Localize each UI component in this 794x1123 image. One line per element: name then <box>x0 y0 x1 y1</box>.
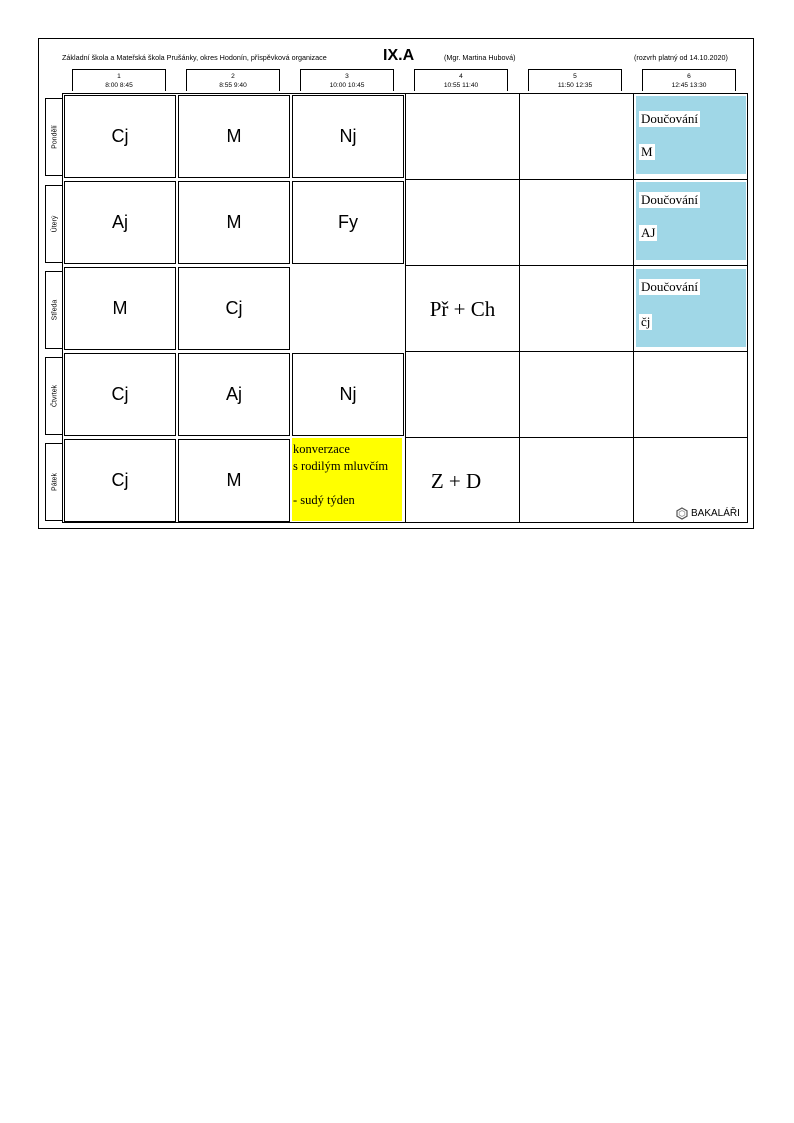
lesson-cell[interactable]: M <box>178 181 290 264</box>
tutoring-cell-monday[interactable] <box>636 96 746 174</box>
period-header-3 <box>300 69 394 91</box>
period-header-1 <box>72 69 166 91</box>
conversation-line: s rodilým mluvčím <box>293 459 389 473</box>
period-number: 3 <box>345 73 349 80</box>
lesson-cell[interactable]: M <box>178 95 290 178</box>
tutoring-label: Doučování <box>641 111 699 126</box>
lesson-cell[interactable]: Aj <box>64 181 176 264</box>
lesson-cell[interactable]: M <box>178 439 290 522</box>
tutoring-cell-wednesday[interactable] <box>636 269 746 347</box>
conversation-line: konverzace <box>293 442 350 456</box>
period-header-5 <box>528 69 622 91</box>
period-header-4 <box>414 69 508 91</box>
period-number: 5 <box>573 73 577 80</box>
grid-line <box>405 265 748 266</box>
lesson-cell[interactable]: Nj <box>292 353 404 436</box>
lesson-cell[interactable]: M <box>64 267 176 350</box>
tutoring-label: Doučování <box>641 279 699 294</box>
period-number: 4 <box>459 73 463 80</box>
lesson-cell[interactable]: Cj <box>64 95 176 178</box>
day-label-monday: Pondělí <box>45 98 63 176</box>
tutoring-label: Doučování <box>641 192 699 207</box>
period-number: 2 <box>231 73 235 80</box>
period-time: 10:00 10:45 <box>329 82 365 89</box>
day-label-friday: Pátek <box>45 443 63 521</box>
class-title: IX.A <box>383 47 415 64</box>
day-label-thursday: Čtvrtek <box>45 357 63 435</box>
period-number: 6 <box>687 73 691 80</box>
period-time: 12:45 13:30 <box>671 82 707 89</box>
tutoring-cell-tuesday[interactable] <box>636 182 746 260</box>
period-time: 8:00 8:45 <box>105 82 133 89</box>
period-time: 8:55 9:40 <box>219 82 247 89</box>
lesson-cell[interactable]: Aj <box>178 353 290 436</box>
bakalari-logo <box>676 507 740 520</box>
period-time: 10:55 11:40 <box>443 82 479 89</box>
lesson-cell[interactable]: Fy <box>292 181 404 264</box>
hexagon-icon <box>676 507 688 520</box>
teacher-name: (Mgr. Martina Hubová) <box>444 53 516 62</box>
grid-line <box>405 179 748 180</box>
period-header-6 <box>642 69 736 91</box>
conversation-line: - sudý týden <box>293 493 355 507</box>
tutoring-subject: M <box>641 144 653 159</box>
lesson-cell[interactable]: Cj <box>64 439 176 522</box>
school-name: Základní škola a Mateřská škola Prušánky, okres Hodonín, příspěvková organizace <box>62 53 327 62</box>
period-number: 1 <box>117 73 121 80</box>
logo-text: BAKALÁŘI <box>691 508 740 519</box>
tutoring-subject: AJ <box>641 225 656 240</box>
grid-line <box>633 93 634 523</box>
grid-line <box>519 93 520 523</box>
conversation-cell[interactable] <box>292 438 402 521</box>
grid-line <box>405 351 748 352</box>
grid-line <box>405 437 748 438</box>
period-time: 11:50 12:35 <box>557 82 593 89</box>
tutoring-subject: čj <box>641 314 651 329</box>
lesson-cell[interactable]: Z + D <box>430 469 482 493</box>
day-label-tuesday: Úterý <box>45 185 63 263</box>
day-label-wednesday: Středa <box>45 271 63 349</box>
lesson-cell[interactable]: Př + Ch <box>429 297 496 321</box>
period-header-2 <box>186 69 280 91</box>
lesson-cell[interactable]: Nj <box>292 95 404 178</box>
lesson-cell[interactable]: Cj <box>178 267 290 350</box>
valid-from: (rozvrh platný od 14.10.2020) <box>634 53 728 62</box>
lesson-cell[interactable]: Cj <box>64 353 176 436</box>
